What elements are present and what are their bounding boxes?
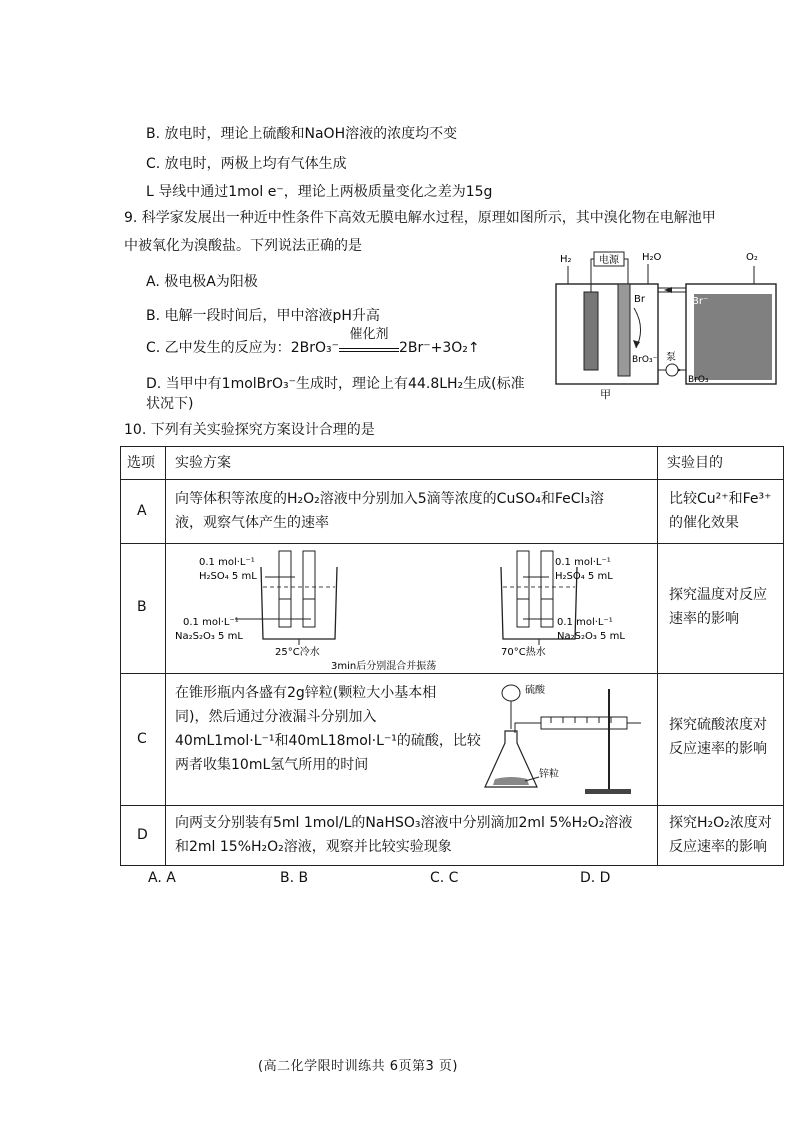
q9-option-a: A. 极电极A为阳极 xyxy=(146,274,258,290)
b-diagram-caption: 3min后分别混合并振荡 xyxy=(331,661,437,671)
row-c-plan-line1: 在锥形瓶内各盛有2g锌粒(颗粒大小基本相 xyxy=(175,685,437,701)
q9-option-c-prefix: C. 乙中发生的反应为： xyxy=(146,340,291,356)
left-tube-2 xyxy=(303,551,315,627)
zinc-leader xyxy=(525,777,539,781)
zinc-granules xyxy=(493,777,529,785)
row-a-label: A xyxy=(137,503,147,519)
o2-label: O₂ xyxy=(746,252,758,263)
row-a-goal-line1: 比较Cu²⁺和Fe³⁺ xyxy=(669,491,772,507)
table-rule-a xyxy=(121,543,783,544)
electrolysis-diagram xyxy=(548,244,782,402)
q9-option-b: B. 电解一段时间后，甲中溶液pH升高 xyxy=(146,308,380,324)
choice-b: B. B xyxy=(280,870,309,886)
table-rule-b xyxy=(121,673,783,674)
row-d-plan-line1: 向两支分别装有5ml 1mol/L的NaHSO₃溶液中分别滴加2ml 5%H₂O₂溶液 xyxy=(175,815,633,831)
left-bottom-conc: 0.1 mol·L⁻¹ xyxy=(183,617,239,628)
q8-option-c: C. 放电时，两极上均有气体生成 xyxy=(146,156,347,172)
row-d-label: D xyxy=(137,827,148,843)
right-top-reagent: H₂SO₄ 5 mL xyxy=(555,571,613,582)
q8-option-b: B. 放电时，理论上硫酸和NaOH溶液的浓度均不变 xyxy=(146,126,458,142)
left-top-conc: 0.1 mol·L⁻¹ xyxy=(199,557,255,568)
row-b-diagram xyxy=(171,547,651,671)
q9-catalyst-arrow xyxy=(339,327,399,352)
right-bottom-reagent: Na₂S₂O₃ 5 mL xyxy=(557,631,625,642)
row-a-goal-line2: 的催化效果 xyxy=(669,515,739,531)
right-bottom-conc: 0.1 mol·L⁻¹ xyxy=(557,617,613,628)
electrode-b xyxy=(618,284,630,376)
row-b-label: B xyxy=(137,599,147,615)
row-d-goal-line1: 探究H₂O₂浓度对 xyxy=(669,815,772,831)
q9-option-d-line1: D. 当甲中有1molBrO₃⁻生成时，理论上有44.8LH₂生成(标准 xyxy=(146,376,525,392)
row-a-plan-line2: 液，观察气体产生的速率 xyxy=(175,515,329,531)
q9-option-c xyxy=(146,327,480,358)
row-c-goal-line2: 反应速率的影响 xyxy=(669,741,767,757)
left-beaker xyxy=(261,567,337,639)
pump-label: 泵 xyxy=(666,352,676,363)
right-tube-1 xyxy=(517,551,529,627)
page-footer: (高二化学限时训练共 6页第3 页) xyxy=(258,1059,458,1074)
h2-label: H₂ xyxy=(560,254,572,265)
br-label: Br xyxy=(634,294,645,305)
right-tube-2 xyxy=(541,551,553,627)
pump-icon xyxy=(666,364,678,376)
acid-label: 硫酸 xyxy=(525,685,545,696)
left-top-reagent: H₂SO₄ 5 mL xyxy=(199,571,257,582)
power-source-label: 电源 xyxy=(599,255,619,266)
jia-label: 甲 xyxy=(600,388,611,401)
header-plan: 实验方案 xyxy=(175,455,231,471)
zinc-label: 锌粒 xyxy=(539,769,559,780)
h2o-label: H₂O xyxy=(642,252,662,263)
header-option: 选项 xyxy=(127,455,155,471)
q10-stem: 10. 下列有关实验探究方案设计合理的是 xyxy=(124,422,375,438)
choice-d: D. D xyxy=(580,870,611,886)
row-c-plan-line3: 40mL1mol·L⁻¹和40mL18mol·L⁻¹的硫酸，比较 xyxy=(175,733,481,749)
electrode-a xyxy=(584,292,598,370)
row-c-plan-line4: 两者收集10mL氢气所用的时间 xyxy=(175,757,369,773)
wire-right xyxy=(624,259,628,284)
q9-option-c-reactant: 2BrO₃⁻ xyxy=(290,340,339,356)
q9-option-c-product: 2Br⁻+3O₂↑ xyxy=(398,340,480,356)
row-c-goal-line1: 探究硫酸浓度对 xyxy=(669,717,767,733)
q9-catalyst-label: 催化剂 xyxy=(349,327,389,342)
experiment-table xyxy=(120,446,784,866)
cold-water-label: 25°C冷水 xyxy=(275,647,320,658)
left-bottom-reagent: Na₂S₂O₃ 5 mL xyxy=(175,631,243,642)
table-rule-c xyxy=(121,805,783,806)
separatory-funnel xyxy=(502,685,520,701)
delivery-tube xyxy=(515,723,541,733)
table-col-rule-2 xyxy=(657,447,658,865)
gas-syringe xyxy=(541,717,627,729)
bro3-right-label: BrO₃ xyxy=(688,375,709,385)
table-col-rule-1 xyxy=(165,447,166,865)
row-c-label: C xyxy=(137,731,147,747)
row-d-goal-line2: 反应速率的影响 xyxy=(669,839,767,855)
br-minus-label: Br⁻ xyxy=(692,296,709,307)
q8-option-d: L 导线中通过1mol e⁻，理论上两极质量变化之差为15g xyxy=(146,184,493,200)
row-b-goal-line1: 探究温度对反应 xyxy=(669,587,767,603)
header-goal: 实验目的 xyxy=(667,455,723,471)
row-c-plan-line2: 同)，然后通过分液漏斗分别加入 xyxy=(175,709,377,725)
choice-c: C. C xyxy=(430,870,459,886)
row-a-plan-line1: 向等体积等浓度的H₂O₂溶液中分别加入5滴等浓度的CuSO₄和FeCl₃溶 xyxy=(175,491,605,507)
bro3-left-label: BrO₃⁻ xyxy=(632,355,658,365)
row-b-goal-line2: 速率的影响 xyxy=(669,611,739,627)
left-tube-1 xyxy=(279,551,291,627)
row-d-plan-line2: 和2ml 15%H₂O₂溶液，观察并比较实验现象 xyxy=(175,839,452,855)
choice-a: A. A xyxy=(148,870,176,886)
right-top-conc: 0.1 mol·L⁻¹ xyxy=(555,557,611,568)
q9-stem-line1: 9. 科学家发展出一种近中性条件下高效无膜电解水过程，原理如图所示，其中溴化物在电解池甲 xyxy=(124,210,716,226)
stand-base xyxy=(585,789,631,794)
q9-option-d-line2: 状况下) xyxy=(146,396,194,412)
table-rule-header xyxy=(121,479,783,480)
hot-water-label: 70°C热水 xyxy=(501,647,546,658)
q9-stem-line2: 中被氧化为溴酸盐。下列说法正确的是 xyxy=(124,238,362,254)
row-c-apparatus xyxy=(481,679,653,801)
